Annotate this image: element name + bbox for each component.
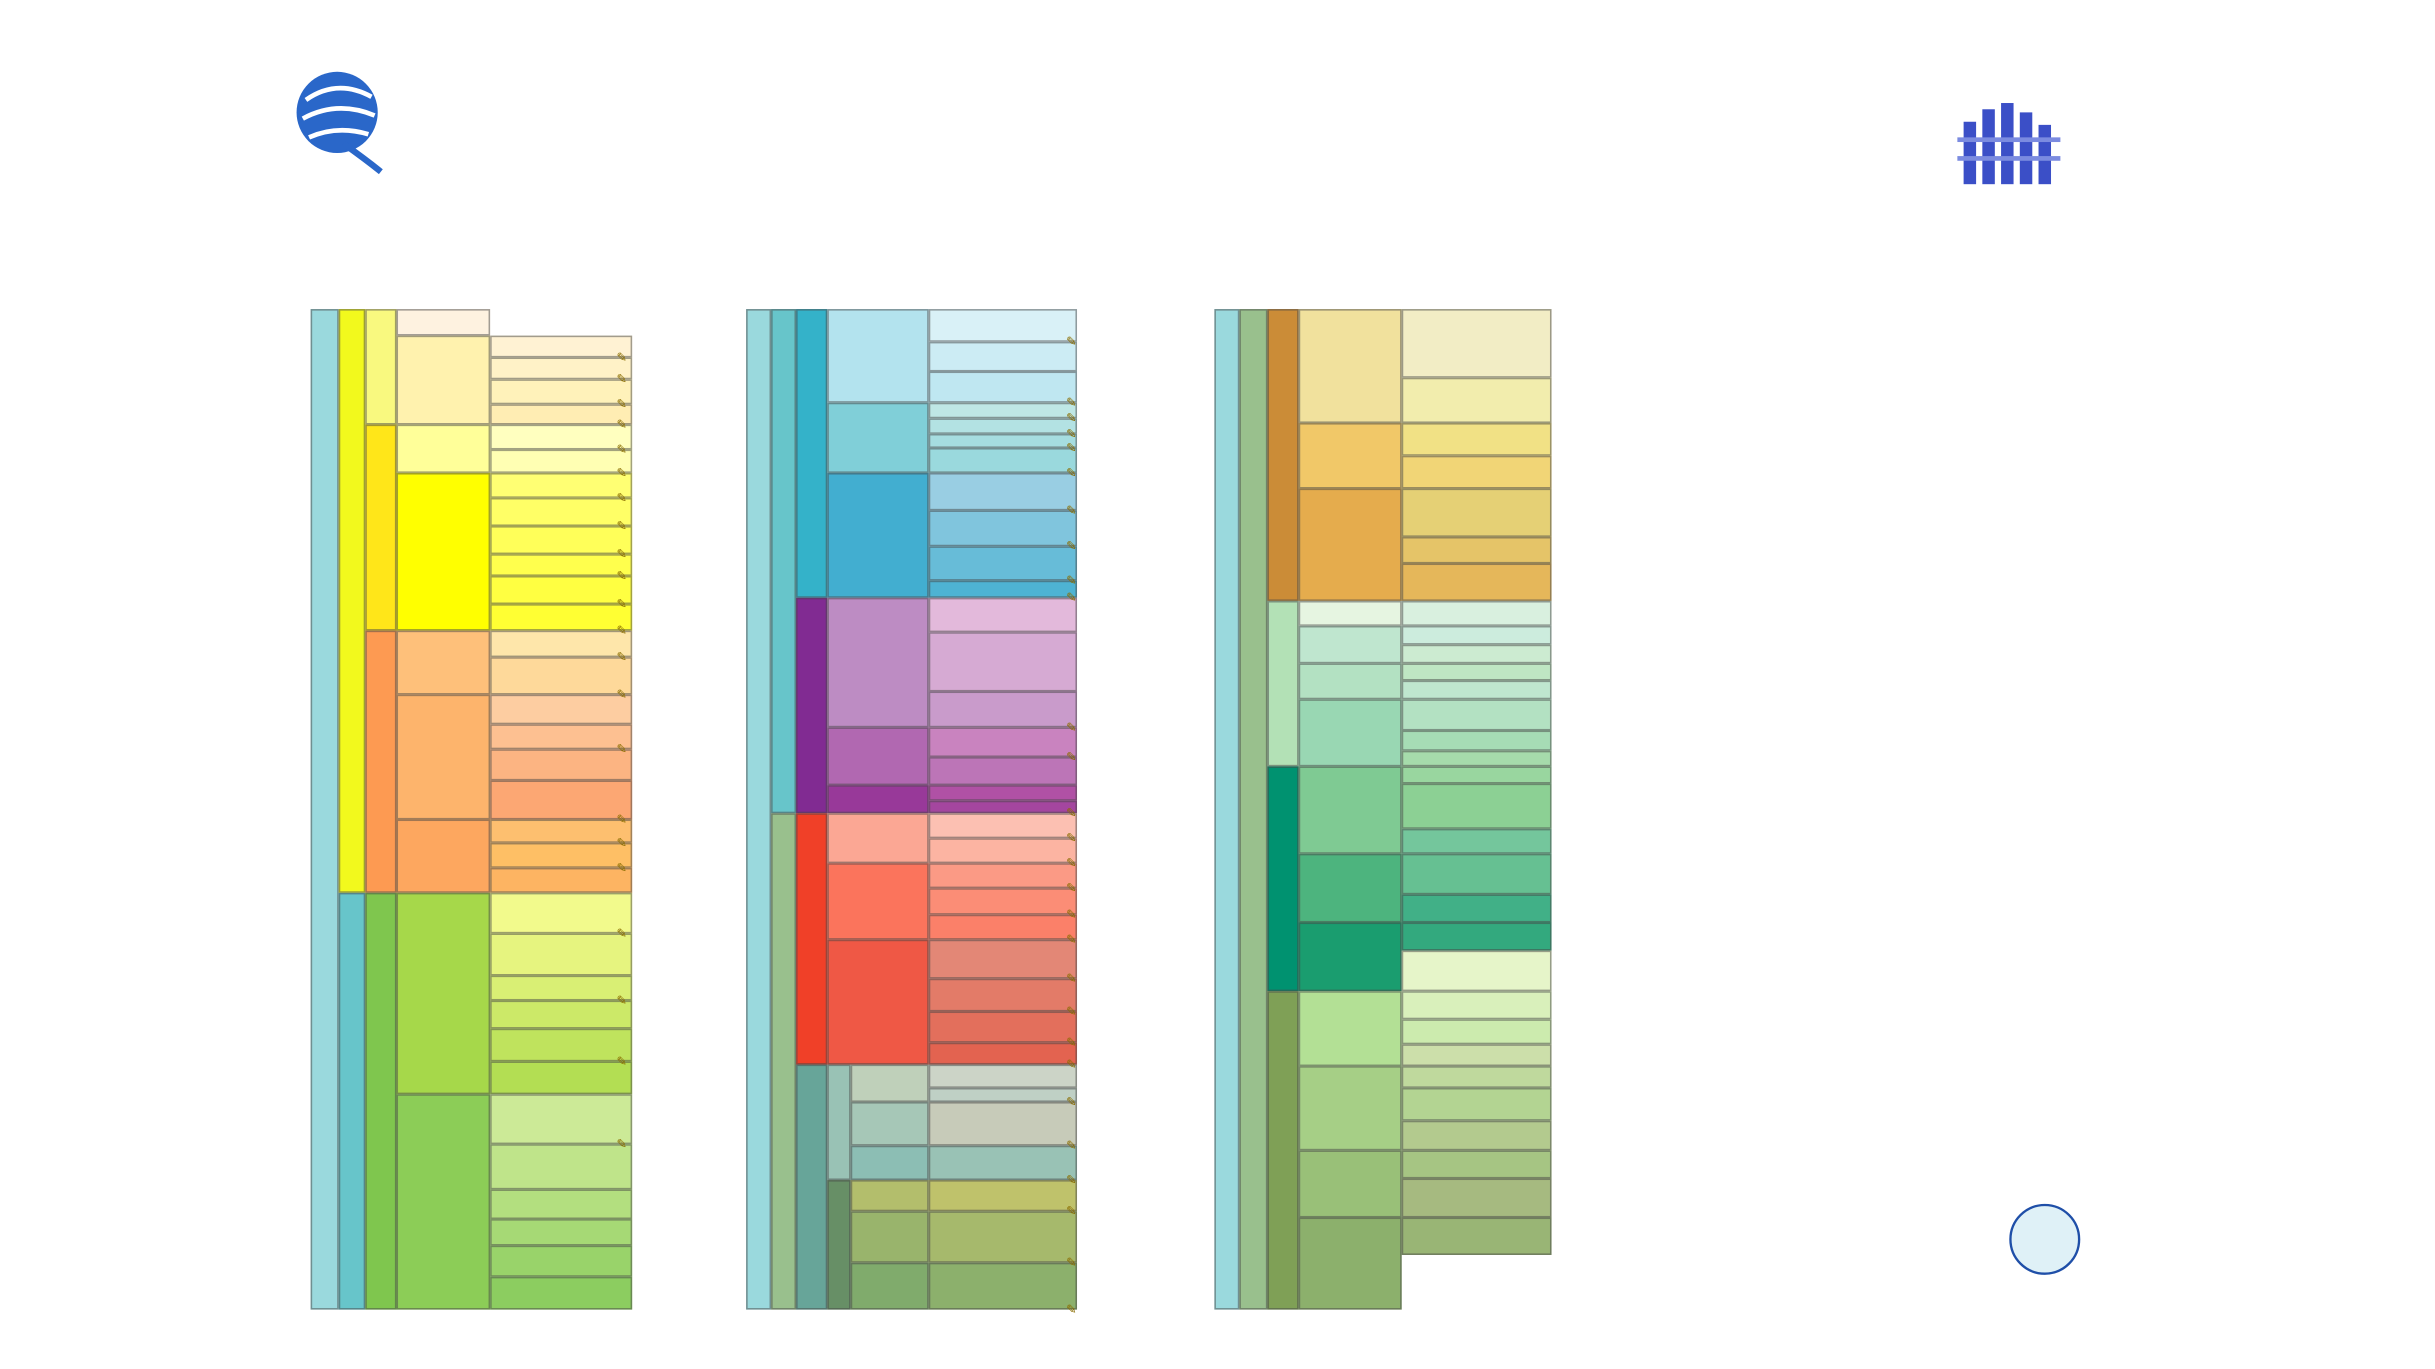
chart-unit [490,554,632,576]
chart-unit [1299,991,1402,1066]
gssp-spike-icon: ✎ [616,993,628,1008]
chart-unit [490,893,632,934]
gssp-spike-icon: ✎ [616,860,628,875]
chart-unit [490,450,632,473]
chart-unit [490,1029,632,1062]
gssp-spike-icon: ✎ [616,1054,628,1069]
chart-unit [490,868,632,893]
chart-unit [929,1146,1077,1180]
chart-unit [929,838,1077,863]
chart-unit [929,434,1077,448]
chart-unit [490,1189,632,1219]
chart-unit [929,915,1077,940]
chart-unit [796,813,827,1064]
gssp-spike-icon: ✎ [1066,971,1077,986]
footnotes [1664,941,2089,950]
chart-unit [490,357,632,379]
gssp-spike-icon: ✎ [1066,503,1077,518]
gssp-spike-icon: ✎ [1066,1057,1077,1072]
gssp-spike-icon: ✎ [1066,1094,1077,1110]
chart-unit [929,632,1077,691]
chart-unit [490,657,632,694]
chart-unit [1402,645,1552,664]
chart-unit [851,1211,929,1263]
chart-unit [490,631,632,658]
gssp-spike-icon: ✎ [1066,750,1077,765]
gssp-spike-icon: ✎ [616,547,628,562]
chart-unit [1402,663,1552,680]
chart-unit [490,604,632,631]
chart-unit [396,893,490,1094]
chart-unit [1267,309,1298,601]
chart-unit [365,425,396,631]
chart-unit [851,1065,929,1102]
gssp-spike-icon: ✎ [616,417,628,432]
chart-unit [1402,1019,1552,1044]
gssp-spike-icon: ✎ [1066,411,1077,426]
gssp-spike-icon: ✎ [1066,907,1077,922]
chart-unit [929,371,1077,402]
chart-unit [396,336,490,425]
chart-unit [490,379,632,404]
gssp-spike-icon: ✎ [616,597,628,612]
chart-unit [311,309,339,1310]
chart-unit [1402,309,1552,378]
chart-unit [851,1180,929,1211]
chart-unit [1402,456,1552,489]
chart-unit [1402,1088,1552,1121]
chart-unit [929,510,1077,546]
chart-unit [1299,489,1402,601]
chart-unit [771,813,796,1309]
gssp-spike-icon: ✎ [1066,1204,1077,1219]
chart-unit [771,309,796,813]
chart-unit [490,1246,632,1277]
chart-unit [1402,563,1552,600]
chart-unit [490,526,632,554]
chart-unit [929,727,1077,757]
chart-unit [1267,766,1298,991]
chart-unit [490,498,632,526]
chart-unit [490,1094,632,1144]
chart-unit [490,819,632,842]
chart-unit [1402,537,1552,564]
chart-unit [929,448,1077,473]
chart-unit [490,404,632,424]
chart-unit [490,1001,632,1029]
chart-unit [1402,681,1552,700]
chart-unit [1402,489,1552,537]
chart-unit [796,598,827,813]
chart-unit [490,749,632,780]
chart-unit [1402,854,1552,895]
chart-unit [929,581,1077,598]
chart-unit [929,757,1077,785]
chart-unit [827,727,928,785]
chart-unit [929,801,1077,813]
chart-unit [1402,378,1552,423]
gssp-spike-icon: ✎ [1066,426,1077,441]
chart-unit [490,724,632,749]
chart-unit [929,813,1077,838]
chart-unit [1214,309,1239,1310]
chart-unit [929,598,1077,632]
chart-unit [929,940,1077,979]
chart-unit [929,1088,1077,1102]
gssp-spike-icon: ✎ [616,568,628,583]
gssp-spike-icon: ✎ [1066,881,1077,896]
gssp-spike-icon: ✎ [1066,806,1077,821]
chart-unit [1299,766,1402,853]
chart-unit [490,1144,632,1189]
gssp-spike-icon: ✎ [1066,440,1077,456]
chart-unit [490,576,632,604]
chart-unit [490,1219,632,1246]
chart-unit [365,309,396,425]
gssp-spike-icon: ✎ [616,926,628,941]
chart-unit [490,695,632,725]
chart-unit [1299,423,1402,489]
chart-unit [851,1146,929,1180]
chart-unit [929,1211,1077,1263]
gssp-spike-icon: ✎ [616,687,628,702]
chart-unit [929,1065,1077,1088]
chart-unit [1402,1178,1552,1217]
chart-unit [929,863,1077,888]
gssp-spike-icon: ✎ [616,623,628,638]
chart-unit [929,785,1077,801]
chart-unit [490,425,632,450]
chart-unit [827,813,928,863]
chart-unit [1402,922,1552,950]
chart-unit [1402,626,1552,645]
chart-unit [1299,1150,1402,1217]
gssp-spike-icon: ✎ [1066,539,1077,554]
chart-unit [1402,730,1552,750]
chart-unit [1299,1217,1402,1309]
gssp-spike-icon: ✎ [1066,720,1077,735]
gssp-spike-icon: ✎ [616,835,628,850]
ics-building-logo [1954,100,2063,197]
chart-unit [339,309,366,893]
chart-unit [1299,601,1402,626]
chart-unit [827,473,928,598]
chart-unit [827,940,928,1065]
chart-unit [1402,751,1552,767]
chart-unit [929,1011,1077,1042]
gssp-spike-icon: ✎ [616,742,628,757]
gssp-spike-icon: ✎ [616,812,628,827]
chart-unit [796,309,827,598]
chart-unit [1299,854,1402,923]
chart-unit [929,403,1077,419]
chart-unit [929,418,1077,434]
chart-unit [339,893,366,1310]
gssp-spike-icon: ✎ [1066,1255,1077,1270]
chart-unit [396,695,490,820]
gssp-spike-icon: ✎ [1066,1302,1077,1317]
gssp-spike-icon: ✎ [1066,831,1077,846]
chart-unit [1402,1217,1552,1254]
gssp-spike-icon: ✎ [616,490,628,505]
chart-unit [490,780,632,819]
gssp-spike-icon: ✎ [1066,1173,1077,1188]
chart-unit [396,425,490,473]
chart-unit [929,979,1077,1012]
chart-unit [490,976,632,1001]
chart-unit [490,1061,632,1094]
chart-unit [929,546,1077,580]
chart-unit [827,403,928,473]
chart-unit [827,785,928,813]
chart-unit [490,473,632,498]
chart-unit [1402,766,1552,783]
gssp-spike-icon: ✎ [1066,334,1077,349]
chart-unit [396,631,490,695]
chart-unit [796,1065,827,1310]
chart-unit [1402,784,1552,829]
chart-unit [1402,829,1552,854]
chart-unit [490,336,632,358]
gssp-spike-icon: ✎ [616,372,628,387]
gssp-spike-icon: ✎ [1066,1004,1077,1019]
chart-unit [827,863,928,939]
gssp-spike-icon: ✎ [1066,465,1077,480]
gssp-spike-icon: ✎ [1066,395,1077,410]
chart-unit [929,342,1077,372]
chart-unit [1402,1044,1552,1066]
chart-unit [396,473,490,631]
chart-unit [929,1043,1077,1065]
chart-unit [1299,309,1402,423]
chart-unit [1239,309,1267,1310]
chart-unit [929,473,1077,510]
chart-unit [929,888,1077,915]
gssp-spike-icon: ✎ [616,465,628,480]
gssp-spike-icon: ✎ [616,397,628,412]
gssp-spike-icon: ✎ [1066,1035,1077,1050]
chart-unit [851,1102,929,1146]
chart-unit [929,1180,1077,1211]
gssp-spike-icon: ✎ [616,442,628,457]
chart-unit [1267,991,1298,1309]
chart-unit [1402,991,1552,1019]
chart-unit [929,1102,1077,1146]
chart-unit [1299,699,1402,766]
chart-unit [396,819,490,892]
chart-unit [1299,663,1402,699]
chart-unit [1402,951,1552,992]
chart-unit [1402,1066,1552,1088]
chart-unit [827,309,928,403]
chart-unit [490,1277,632,1310]
chart-unit [929,309,1077,342]
gssp-spike-icon: ✎ [616,518,628,534]
gssp-spike-icon: ✎ [1066,573,1077,588]
chart-unit [1267,601,1298,766]
gssp-spike-icon: ✎ [616,1137,628,1152]
chart-unit [1402,1121,1552,1151]
chart-unit [365,893,396,1310]
chart-unit [1402,1150,1552,1178]
chart-unit [827,1180,850,1310]
chart-unit [490,933,632,975]
gssp-spike-icon: ✎ [1066,856,1077,871]
chart-unit [1402,423,1552,456]
ccgm-logo [2007,1202,2082,1277]
chart-unit [929,691,1077,727]
chart-unit [851,1263,929,1310]
iugs-globe-logo [290,66,387,175]
chart-unit [1402,894,1552,922]
chart-unit [1299,922,1402,991]
chart-unit [365,631,396,893]
gssp-spike-icon: ✎ [1066,932,1077,947]
gssp-spike-icon: ✎ [1066,1138,1077,1153]
chart-unit [396,309,490,336]
chart-unit [929,1263,1077,1310]
chart-unit [1299,1066,1402,1150]
chart-unit [490,843,632,868]
gssp-spike-icon: ✎ [616,650,628,665]
chart-unit [1402,601,1552,626]
chart-unit [827,1065,850,1181]
chart-unit [746,309,771,1310]
chart-unit [1299,626,1402,663]
chart-unit [1402,699,1552,730]
chart-unit [827,598,928,728]
gssp-spike-icon: ✎ [616,350,628,365]
chart-unit [396,1094,490,1309]
gssp-spike-icon: ✎ [1066,590,1077,605]
